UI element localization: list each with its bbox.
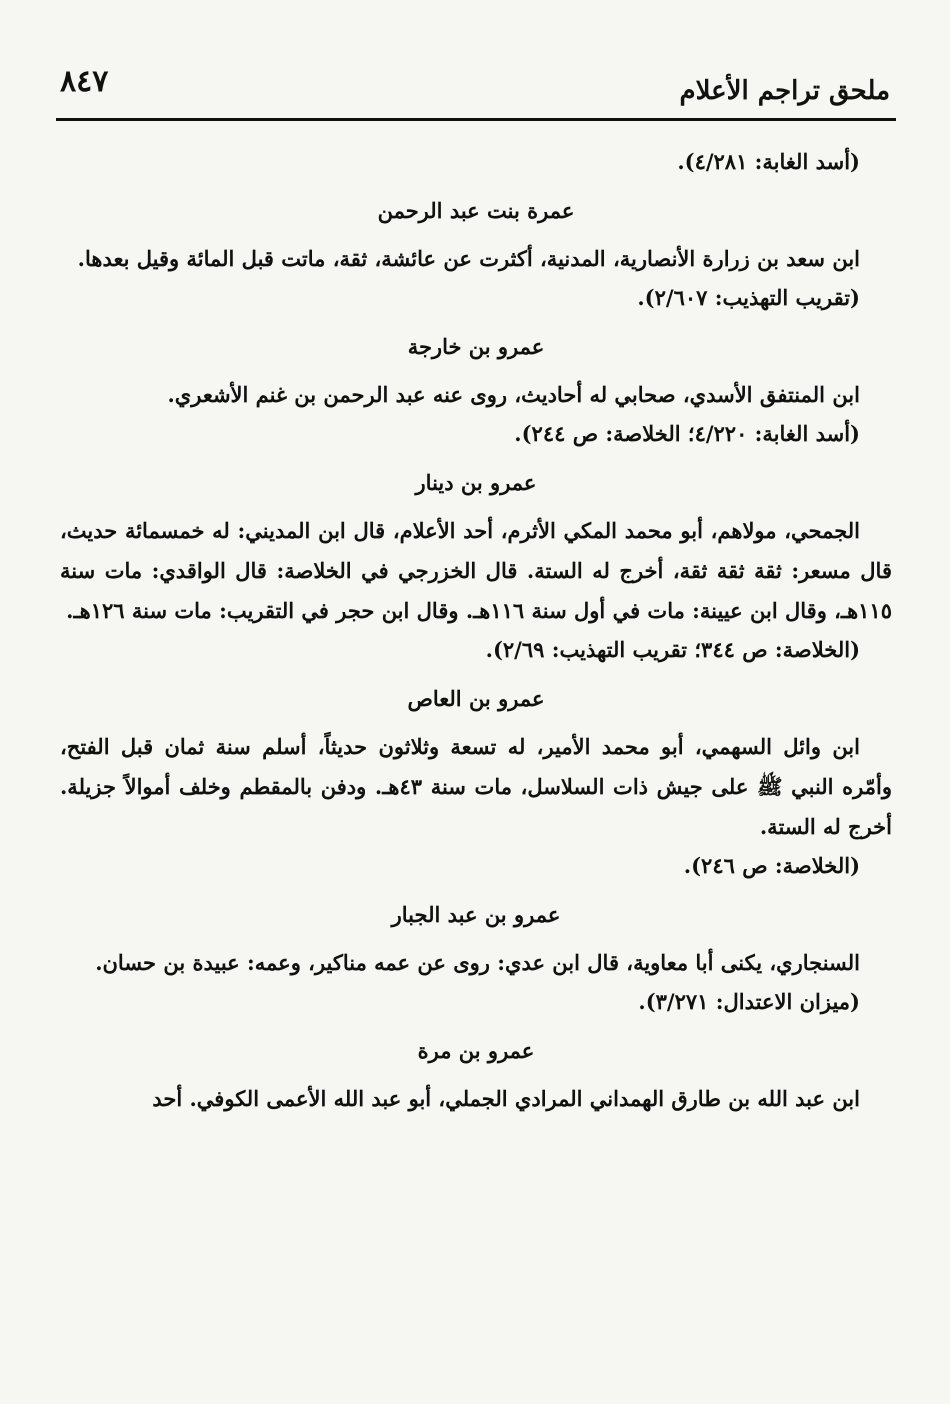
entry-heading: عمرو بن مرة <box>417 1038 535 1063</box>
entry-heading: عمرو بن دينار <box>415 470 537 495</box>
entry-source-citation: (أسد الغابة: ٤/٢٢٠؛ الخلاصة: ص ٢٤٤). <box>514 421 860 446</box>
entry-source-citation: (الخلاصة: ص ٢٤٦). <box>683 853 860 878</box>
entry-amr-ibn-kharija <box>60 331 892 453</box>
page-number: ٨٤٧ <box>60 64 109 99</box>
entry-amr-ibn-al-as <box>60 683 892 885</box>
running-title: ملحق تراجم الأعلام <box>679 76 890 106</box>
entry-heading: عمرة بنت عبد الرحمن <box>377 198 575 223</box>
entry-heading: عمرو بن العاص <box>407 686 545 711</box>
entry-source-citation: (تقريب التهذيب: ٢/٦٠٧). <box>637 285 860 310</box>
entry-heading: عمرو بن خارجة <box>407 334 545 359</box>
entry-amra-bint-abd-al-rahman <box>60 195 892 317</box>
page-header <box>56 62 896 121</box>
entry-body: ابن عبد الله بن طارق الهمداني المرادي الجملي، أبو عبد الله الأعمى الكوفي. أحد <box>152 1086 860 1111</box>
entry-body: الجمحي، مولاهم، أبو محمد المكي الأثرم، أحد الأعلام، قال ابن المديني: له خمسمائة حديث، قال مسعر: ثقة ثقة ثقة، أخرج له الستة. قال الخزرجي في الخلاصة: قال الواقدي: مات سنة ١١٥هـ، وقال ابن عيينة: مات في أول سنة ١١٦هـ. وقال ابن حجر في التقريب: مات سنة ١٢٦هـ. <box>60 518 892 623</box>
page-content <box>60 121 892 1119</box>
entry-amr-ibn-murra <box>60 1035 892 1119</box>
entry-body: ابن المنتفق الأسدي، صحابي له أحاديث، روى عنه عبد الرحمن بن غنم الأشعري. <box>167 382 860 407</box>
entry-body: ابن وائل السهمي، أبو محمد الأمير، له تسعة وثلاثون حديثاً، أسلم سنة ثمان قبل الفتح، وأمّره النبي ﷺ على جيش ذات السلاسل، مات سنة ٤٣هـ. ودفن بالمقطم وخلف أموالاً جزيلة. أخرج له الستة. <box>60 734 892 839</box>
entry-body: السنجاري، يكنى أبا معاوية، قال ابن عدي: روى عن عمه مناكير، وعمه: عبيدة بن حسان. <box>95 950 860 975</box>
entry-amr-ibn-abd-al-jabbar <box>60 899 892 1021</box>
opening-source-citation: (أسد الغابة: ٤/٢٨١). <box>677 149 860 174</box>
entry-amr-ibn-dinar <box>60 467 892 669</box>
entry-source-citation: (الخلاصة: ص ٣٤٤؛ تقريب التهذيب: ٢/٦٩). <box>485 637 860 662</box>
entry-source-citation: (ميزان الاعتدال: ٣/٢٧١). <box>638 989 860 1014</box>
entry-body: ابن سعد بن زرارة الأنصارية، المدنية، أكثرت عن عائشة، ثقة، ماتت قبل المائة وقيل بعدها. <box>77 246 860 271</box>
entry-heading: عمرو بن عبد الجبار <box>391 902 561 927</box>
